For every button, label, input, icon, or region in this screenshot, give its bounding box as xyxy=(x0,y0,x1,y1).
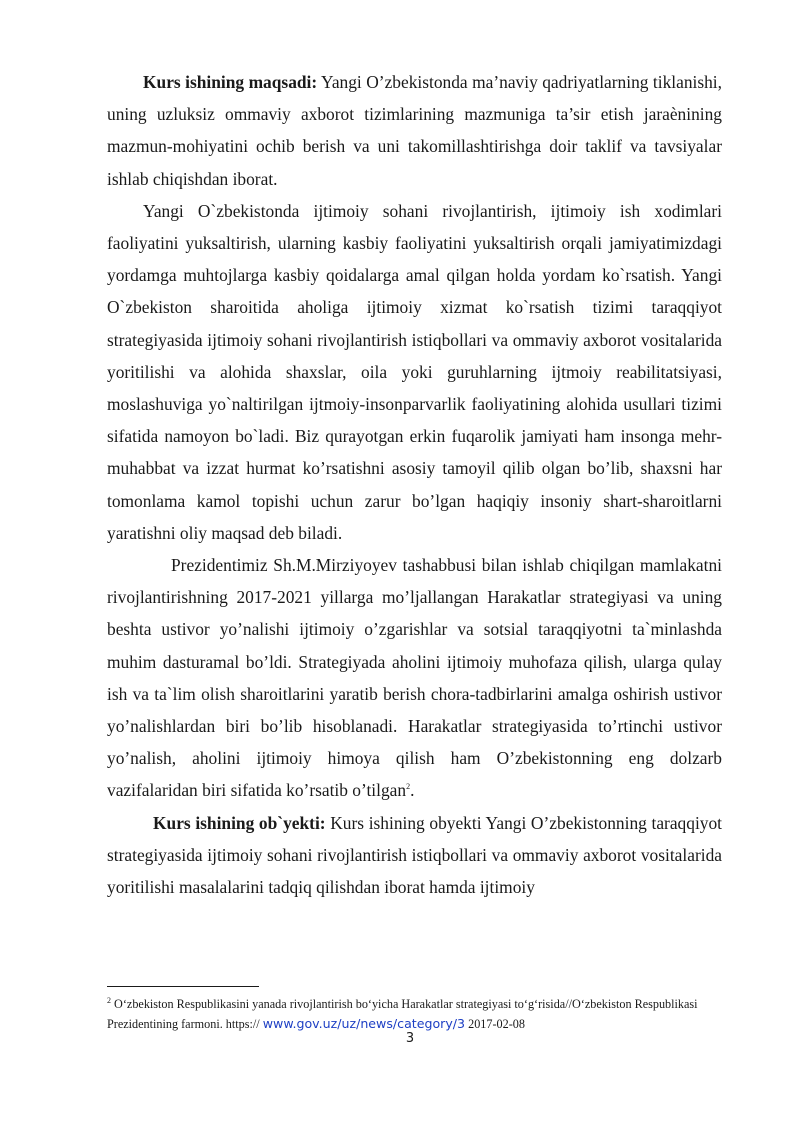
purpose-label: Kurs ishining maqsadi: xyxy=(143,72,318,92)
social-sphere-text: Yangi O`zbekistonda ijtimoiy sohani rivojlantirish, ijtimoiy ish xodimlari faoliyatini yuksaltirish, ularning kasbiy faoliyatini yuksaltirish orqali jamiyatimizdagi yordamga muhtojlarga kasbiy qoidalarga amal qilgan holda yordam ko`rsatish. Yangi O`zbekiston sharoitida aholiga ijtimoiy xizmat ko`rsatish tizimi taraqqiyot strategiyasida ijtimoiy sohani rivojlantirish istiqbollari va ommaviy axborot vositalarida yoritilishi va alohida shaxslar, oila yoki guruhlarning ijtmoiy reabilitatsiyasi, moslashuviga yo`naltirilgan ijtmoiy-insonparvarlik faoliyatining alohida usullari tizimi sifatida namoyon bo`ladi. Biz qurayotgan erkin fuqarolik jamiyati ham insonga mehr-muhabbat va izzat hurmat ko’rsatishni asosiy tamoyil qilib olgan bo’lib, shaxsni har tomonlama kamol topishi uchun zarur bo’lgan haqiqiy insoniy shart-sharoitlarni yaratishni oliy maqsad deb biladi. xyxy=(107,200,722,543)
body-text xyxy=(107,66,722,903)
strategy-text: Prezidentimiz Sh.M.Mirziyoyev tashabbusi bilan ishlab chiqilgan mamlakatni rivojlantirishning 2017-2021 yillarga mo’ljallangan Harakatlar strategiyasi va uning beshta ustivor yo’nalishi ijtimoiy o’zgarishlar va sotsial taraqqiyotni ta`minlashda muhim dasturamal bo’ldi. Strategiyada aholini ijtimoiy muhofaza qilish, ularga qulay ish va ta`lim olish sharoitlarini yaratib berish chora-tadbirlarini amalga oshirish ustivor yo’nalishlardan biri bo’lib hisoblanadi. Harakatlar strategiyasida to’rtinchi ustivor yo’nalish, aholini ijtimoiy himoya qilish ham O’zbekistonning eng dolzarb vazifalaridan biri sifatida ko’rsatib o’tilgan xyxy=(107,555,722,801)
object-label: Kurs ishining ob`yekti: xyxy=(153,812,326,833)
footnote-date: 2017-02-08 xyxy=(465,1017,525,1032)
footnote-separator xyxy=(107,986,259,987)
paragraph-object xyxy=(107,807,722,904)
object-text: Kurs ishining obyekti Yangi O’zbekistonning taraqqiyot strategiyasida ijtimoiy sohani rivojlantirish istiqbollari va ommaviy axborot vositalarida yoritilishi masalalarini tadqiq qilishdan iborat hamda ijtimoiy xyxy=(107,812,722,898)
footnote-number: 2 xyxy=(107,996,111,1005)
footnote-reference: 2 xyxy=(406,782,411,792)
paragraph-purpose xyxy=(107,66,722,195)
footnote-text: O‘zbekiston Respublikasini yanada rivojlantirish bo‘yicha Harakatlar strategiyasi to‘g‘risida//O‘zbekiston Respublikasi Prezidentining farmoni. https:// xyxy=(107,997,698,1032)
strategy-text-end: . xyxy=(410,780,415,801)
purpose-text: Yangi O’zbekistonda ma’naviy qadriyatlarning tiklanishi, uning uzluksiz ommaviy axborot tizimlarining mazmuniga ta’sir etish jaraènining mazmun-mohiyatini ochib berish va uni takomillashtirishga doir taklif va tavsiyalar ishlab chiqishdan iborat. xyxy=(107,72,722,189)
paragraph-strategy xyxy=(107,549,722,807)
footnote xyxy=(107,991,722,1034)
paragraph-social-sphere xyxy=(107,195,722,549)
footnote-link[interactable]: www.gov.uz/uz/news/category/3 xyxy=(262,1016,466,1032)
page-number: 3 xyxy=(405,1031,415,1046)
